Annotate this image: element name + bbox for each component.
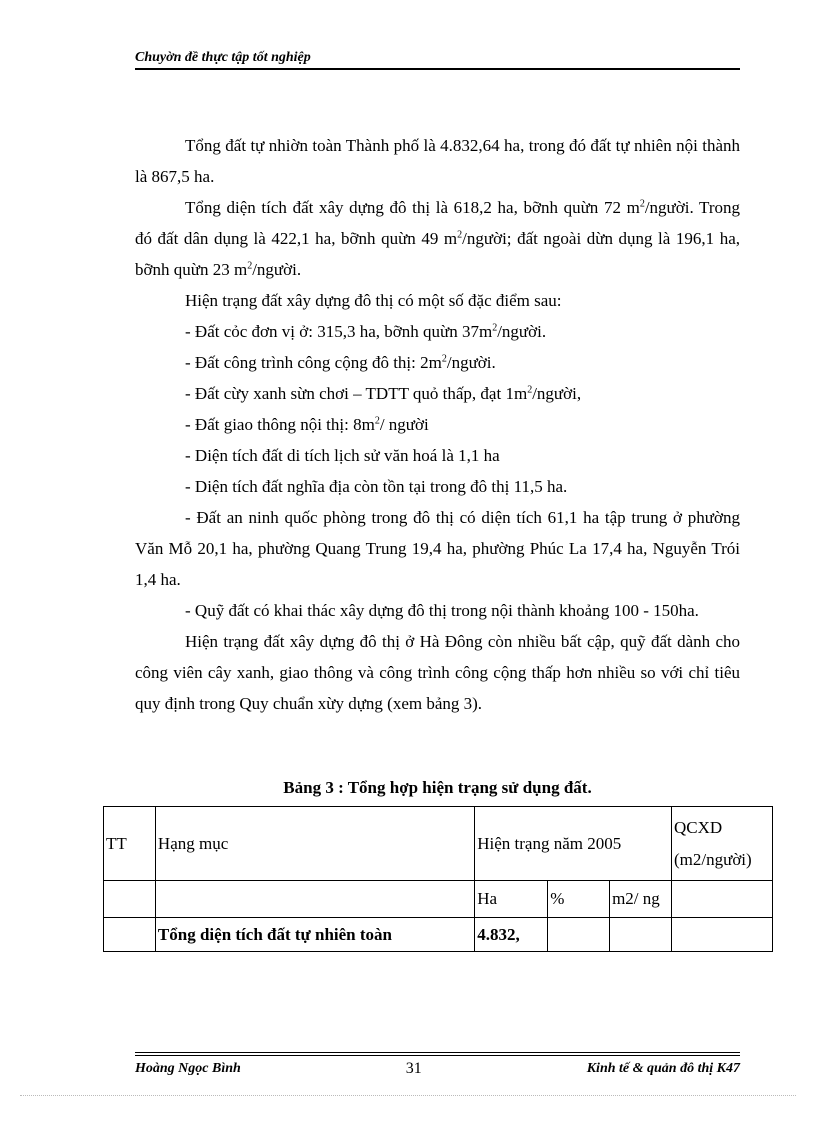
land-use-table (103, 806, 773, 952)
table-row (104, 918, 773, 952)
footer-author: Hoàng Ngọc Bình (135, 1061, 241, 1076)
subheader-m2-per-person: m2/ ng (610, 881, 672, 918)
page-number: 31 (405, 1060, 422, 1077)
header-tt: TT (104, 807, 156, 881)
page-header (135, 50, 740, 70)
list-item-land-fund: - Quỹ đất có khai thác xây dựng đô thị trong nội thành khoảng 100 - 150ha. (185, 601, 699, 620)
page-footer (135, 1052, 740, 1078)
footer-rule-top (135, 1052, 740, 1053)
subheader-percent: % (548, 881, 610, 918)
list-item-heritage: - Diện tích đất di tích lịch sử văn hoá là 1,1 ha (185, 446, 500, 465)
table-header-row (104, 807, 773, 881)
list-item-green-space: - Đất cừy xanh sừn chơi – TDTT quỏ thấp, đạt $1m^2$/người, (185, 384, 582, 403)
list-item-security-land: - Đất an ninh quốc phòng trong đô thị có diện tích 61,1 ha tập trung ở phường Văn Mỗ 20,1 ha, phường Quang Trung 19,4 ha, phường Phúc La 17,4 ha, Nguyễn Trói 1,4 ha. (135, 508, 740, 589)
header-current-status: Hiện trạng năm 2005 (475, 807, 672, 881)
paragraph-construction-land: Tổng diện tích đất xây dựng đô thị là 618,2 ha, bỡnh quừn 72 $m^2$/người. Trong đó đất dân dụng là 422,1 ha, bỡnh quừn 49 $m^2$/người; đất ngoài dừn dụng là 196,1 ha, bỡnh quừn 23 $m^2$/người. (135, 198, 741, 279)
footer-row (135, 1056, 740, 1078)
paragraph-current-issues: Hiện trạng đất xây dựng đô thị ở Hà Đông còn nhiều bất cập, quỹ đất dành cho công viên cây xanh, giao thông và công trình công cộng thấp hơn nhiều so với chỉ tiêu quy định trong Quy chuẩn xừy dựng (xem bảng 3). (135, 632, 740, 713)
table-caption: Bảng 3 : Tổng hợp hiện trạng sử dụng đất. (283, 778, 592, 797)
header-qcxd: QCXD (m2/người) (672, 807, 773, 881)
subheader-ha: Ha (475, 881, 548, 918)
row-value-ha: 4.832, (475, 918, 548, 952)
footer-course: Kinh tế & quản đô thị K47 (586, 1061, 740, 1076)
page-bottom-dotted-line (20, 1095, 796, 1096)
list-item-transport: - Đất giao thông nội thị: $8m^2/$ người (185, 415, 429, 434)
list-item-cemetery: - Diện tích đất nghĩa địa còn tồn tại trong đô thị 11,5 ha. (185, 477, 568, 496)
row-item-total-land: Tổng diện tích đất tự nhiên toàn (155, 918, 474, 952)
list-item-public-works: - Đất công trình công cộng đô thị: $2m^2$/người. (185, 353, 496, 372)
table-subheader-row (104, 881, 773, 918)
paragraph-total-land: Tổng đất tự nhiờn toàn Thành phố là 4.832,64 ha, trong đó đất tự nhiên nội thành là 867,5 ha. (135, 136, 740, 186)
header-rule (135, 68, 740, 70)
header-title: Chuyờn đề thực tập tốt nghiệp (135, 50, 311, 65)
header-item: Hạng mục (155, 807, 474, 881)
paragraph-characteristics: Hiện trạng đất xây dựng đô thị có một số đặc điểm sau: (185, 291, 562, 310)
list-item-residential: - Đất cỏc đơn vị ở: 315,3 ha, bỡnh quừn $37m^2$/người. (185, 322, 547, 341)
document-body (135, 130, 740, 719)
